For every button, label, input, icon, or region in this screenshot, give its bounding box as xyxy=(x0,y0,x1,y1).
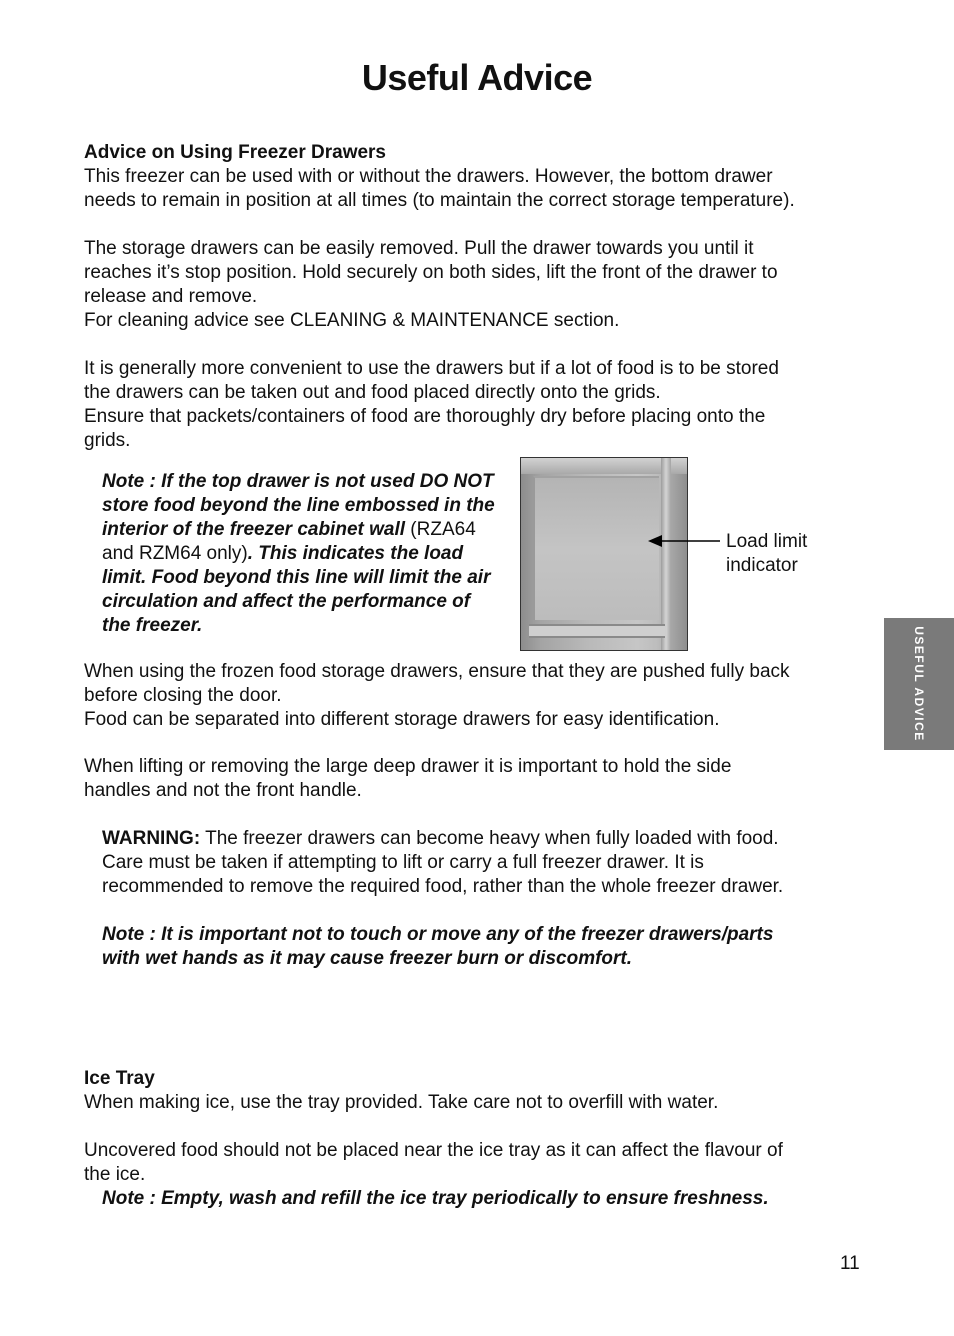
text-line: This freezer can be used with or without the drawers. However, the bottom drawer xyxy=(84,166,773,187)
text-line: For cleaning advice see CLEANING & MAINTENANCE section. xyxy=(84,310,620,331)
side-section-tab xyxy=(884,618,954,750)
side-tab-label: USEFUL ADVICE xyxy=(912,626,926,742)
note-bold-text: interior of the freezer cabinet wall xyxy=(102,519,406,540)
wet-hands-note xyxy=(102,923,872,971)
label-line: Load limit xyxy=(726,531,808,552)
drawers-paragraph-2 xyxy=(84,237,874,333)
drawers-paragraph-3 xyxy=(84,357,874,453)
text-line: before closing the door. xyxy=(84,685,282,706)
freezer-interior-photo xyxy=(520,457,688,651)
note-plain-text: (RZA64 xyxy=(405,519,476,540)
warning-text: The freezer drawers can become heavy when fully loaded with food. xyxy=(200,828,779,849)
note-line: circulation and affect the performance of xyxy=(102,591,471,612)
ice-tray-paragraph-1: When making ice, use the tray provided. Take care not to overfill with water. xyxy=(84,1092,719,1113)
ice-tray-paragraph-2 xyxy=(84,1139,874,1187)
text-line: the ice. xyxy=(84,1164,146,1185)
note-line: the freezer. xyxy=(102,615,203,636)
text-line: the drawers can be taken out and food placed directly onto the grids. xyxy=(84,382,661,403)
note-line xyxy=(102,542,512,566)
text-line: Uncovered food should not be placed near the ice tray as it can affect the flavour of xyxy=(84,1140,783,1161)
text-line: Food can be separated into different storage drawers for easy identification. xyxy=(84,709,720,730)
text-line: Ensure that packets/containers of food are thoroughly dry before placing onto the xyxy=(84,406,766,427)
photo-drawer-edge xyxy=(529,624,665,638)
text-line: reaches it’s stop position. Hold securely on both sides, lift the front of the drawer to xyxy=(84,262,778,283)
note-line: Note : If the top drawer is not used DO NOT xyxy=(102,471,494,492)
section-heading-drawers: Advice on Using Freezer Drawers xyxy=(84,142,386,163)
label-line: indicator xyxy=(726,555,798,576)
load-limit-note xyxy=(102,470,512,638)
text-line: When lifting or removing the large deep drawer it is important to hold the side xyxy=(84,756,732,777)
text-line: When using the frozen food storage drawers, ensure that they are pushed fully back xyxy=(84,661,790,682)
note-bold-text: . This indicates the load xyxy=(247,543,464,564)
warning-label: WARNING: xyxy=(102,828,201,849)
note-line xyxy=(102,518,512,542)
text-line: needs to remain in position at all times (to maintain the correct storage temperature). xyxy=(84,190,795,211)
load-limit-label xyxy=(726,530,846,578)
note-line: Note : It is important not to touch or move any of the freezer drawers/parts xyxy=(102,924,774,945)
text-line: The storage drawers can be easily removed. Pull the drawer towards you until it xyxy=(84,238,754,259)
page-title: Useful Advice xyxy=(361,57,593,98)
note-line: store food beyond the line embossed in the xyxy=(102,495,495,516)
text-line: It is generally more convenient to use the drawers but if a lot of food is to be stored xyxy=(84,358,779,379)
note-line: with wet hands as it may cause freezer burn or discomfort. xyxy=(102,948,633,969)
load-limit-arrow-icon xyxy=(648,533,722,549)
warning-block xyxy=(102,827,872,899)
warning-line: recommended to remove the required food, rather than the whole freezer drawer. xyxy=(102,876,784,897)
ice-tray-note: Note : Empty, wash and refill the ice tray periodically to ensure freshness. xyxy=(102,1188,769,1209)
photo-cabinet-wall xyxy=(533,476,659,620)
text-line: grids. xyxy=(84,430,131,451)
note-plain-text: and RZM64 only) xyxy=(102,543,248,564)
drawers-paragraph-5 xyxy=(84,755,874,803)
warning-line xyxy=(102,827,872,851)
text-line: handles and not the front handle. xyxy=(84,780,362,801)
text-line: release and remove. xyxy=(84,286,258,307)
drawers-paragraph-4 xyxy=(84,660,874,732)
warning-line: Care must be taken if attempting to lift or carry a full freezer drawer. It is xyxy=(102,852,704,873)
photo-embossed-line xyxy=(661,458,671,651)
drawers-paragraph-1 xyxy=(84,165,874,213)
section-heading-ice-tray: Ice Tray xyxy=(84,1068,155,1089)
note-line: limit. Food beyond this line will limit the air xyxy=(102,567,491,588)
page-number: 11 xyxy=(840,1253,860,1274)
